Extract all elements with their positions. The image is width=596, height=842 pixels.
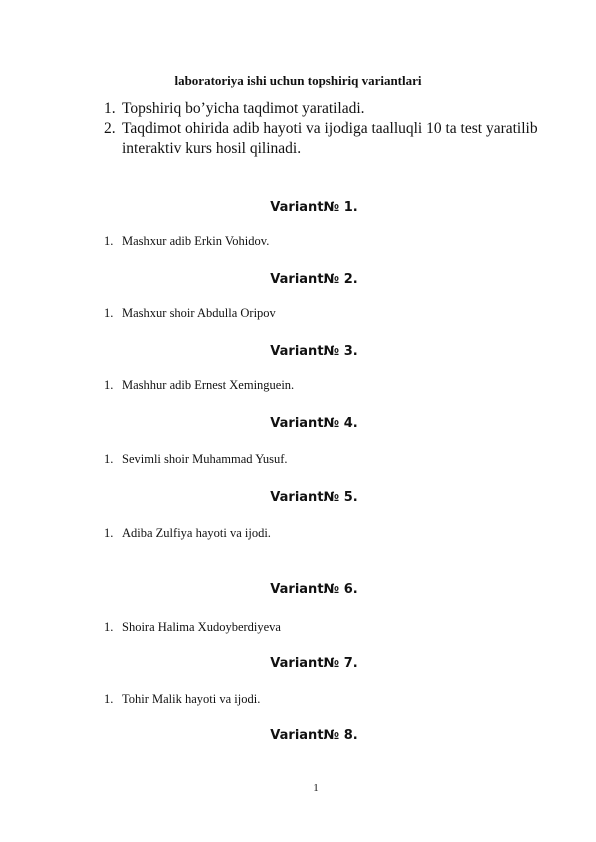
variant-item-text: Mashxur adib Erkin Vohidov. <box>122 234 270 248</box>
variant-item-number: 1. <box>104 526 114 540</box>
variant-item-text: Adiba Zulfiya hayoti va ijodi. <box>122 526 271 540</box>
variant-item-number: 1. <box>104 692 114 706</box>
variant-item-text: Mashxur shoir Abdulla Oripov <box>122 306 276 320</box>
task-number: 1. <box>104 100 116 117</box>
variant-item-number: 1. <box>104 378 114 392</box>
task-text: Topshiriq bo’yicha taqdimot yaratiladi. <box>122 100 365 117</box>
variant-heading: Variant№ 1. <box>270 200 358 215</box>
variant-item-number: 1. <box>104 620 114 634</box>
variant-item-text: Tohir Malik hayoti va ijodi. <box>122 692 261 706</box>
task-number: 2. <box>104 120 116 137</box>
variant-heading: Variant№ 3. <box>270 344 358 359</box>
variant-item-number: 1. <box>104 306 114 320</box>
page-number: 1 <box>313 782 319 794</box>
variant-heading: Variant№ 7. <box>270 656 358 671</box>
task-text: Taqdimot ohirida adib hayoti va ijodiga taalluqli 10 ta test yaratilib <box>122 120 538 137</box>
variant-heading: Variant№ 5. <box>270 490 358 505</box>
variant-item-number: 1. <box>104 452 114 466</box>
task-text-continuation: interaktiv kurs hosil qilinadi. <box>122 140 302 157</box>
variant-heading: Variant№ 8. <box>270 728 358 743</box>
document-title: laboratoriya ishi uchun topshiriq variantlari <box>174 73 422 88</box>
variant-item-text: Mashhur adib Ernest Xeminguein. <box>122 378 295 392</box>
variant-item-text: Shoira Halima Xudoyberdiyeva <box>122 620 281 634</box>
variant-item-number: 1. <box>104 234 114 248</box>
variant-heading: Variant№ 2. <box>270 272 358 287</box>
variant-item-text: Sevimli shoir Muhammad Yusuf. <box>122 452 288 466</box>
variant-heading: Variant№ 4. <box>270 416 358 431</box>
variant-heading: Variant№ 6. <box>270 582 358 597</box>
